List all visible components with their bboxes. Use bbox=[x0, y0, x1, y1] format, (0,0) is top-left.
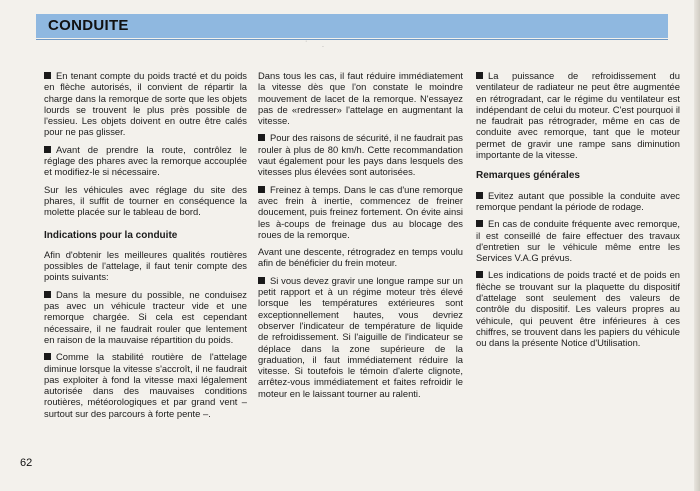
paragraph-text: Dans la mesure du possible, ne conduisez pas avec un véhicule tracteur vide et une remorque chargée. Si cela est cependant nécessaire, il ne faudrait rouler que lentement en raison de la mauvaise répartition du poids. bbox=[44, 288, 247, 345]
paragraph-text: Evitez autant que possible la conduite avec remorque pendant la période de rodage. bbox=[476, 189, 680, 212]
bullet-icon bbox=[44, 291, 51, 298]
paragraph bbox=[476, 190, 680, 213]
paragraph bbox=[44, 351, 247, 419]
paragraph bbox=[258, 70, 463, 126]
paragraph-text: Avant une descente, rétrogradez en temps voulu afin de bénéficier du frein moteur. bbox=[258, 246, 463, 269]
paragraph-text: Si vous devez gravir une longue rampe sur un petit rapport et à un régime moteur très élevé lorsque les températures extérieures sont exceptionnellement hautes, vous devriez observer l'indicateur de température de liquide de refroidissement. Si l'aiguille de l'indicateur se déplace dans la zone supérieure de la graduation, il faut immédiatement réduire la vitesse. Si toutefois le témoin d'alerte clignote, arrêtez-vous immédiatement et faites refroidir le moteur en le laissant tourner au ralenti. bbox=[258, 274, 463, 399]
bullet-icon bbox=[258, 277, 265, 284]
paragraph-text: Les indications de poids tracté et de poids en flèche se trouvant sur la plaquette du dispositif d'attelage sont seulement des valeurs de contrôle du dispositif. Les valeurs propres au véhicule, qui peuvent être inférieures à ces chiffres, se trouvent dans les papiers du véhicule ou dans la présente Notice d'Utilisation. bbox=[476, 269, 680, 349]
paragraph bbox=[44, 70, 247, 138]
paragraph-text: La puissance de refroidissement du ventilateur de radiateur ne peut être augmentée en rétrogradant, car le régime du ventilateur est indépendant de celui du moteur. C'est pourquoi il ne faudrait pas rétrograder, même en cas de conduite avec remorque, tant que le moteur permet de gravir une rampe sans diminution importante de la vitesse. bbox=[476, 70, 680, 161]
bullet-icon bbox=[476, 72, 483, 79]
paragraph-text: Sur les véhicules avec réglage du site des phares, il suffit de tourner en conséquence la molette placée sur le tableau de bord. bbox=[44, 183, 247, 218]
scan-speck: · bbox=[305, 38, 308, 45]
header-divider bbox=[36, 39, 668, 40]
paragraph-text: Comme la stabilité routière de l'attelage diminue lorsque la vitesse s'accroît, il ne faudrait pas exploiter à fond la vitesse maxi légalement autorisée dans des mauvaises conditions routières, météorologiques et par grand vent – surtout sur des parcours à forte pente –. bbox=[44, 351, 247, 419]
bullet-icon bbox=[476, 192, 483, 199]
paragraph bbox=[44, 144, 247, 178]
column-3 bbox=[476, 70, 680, 355]
paragraph-text: Avant de prendre la route, contrôlez le réglage des phares avec la remorque accouplée et modifiez-le si nécessaire. bbox=[44, 143, 247, 178]
paragraph bbox=[44, 249, 247, 283]
section-heading: Indications pour la conduite bbox=[44, 229, 178, 241]
paragraph-text: En tenant compte du poids tracté et du poids en flèche autorisés, il convient de répartir la charge dans la remorque de sorte que les objets lourds se trouvent le plus près possible de l'essieu. Les objets doivent en outre être calés pour ne pas glisser. bbox=[44, 70, 247, 138]
paragraph-text: Freinez à temps. Dans le cas d'une remorque avec frein à inertie, commencez de freiner doucement, puis freinez fortement. On évite ainsi les à-coups de freinage dus au blocage des roues de la remorque. bbox=[258, 183, 463, 240]
bullet-icon bbox=[44, 146, 51, 153]
scan-speck: . bbox=[322, 42, 324, 49]
paragraph-text: Dans tous les cas, il faut réduire immédiatement la vitesse dès que l'on constate le moindre mouvement de lacet de la remorque. N'essayez pas de «redresser» l'attelage en augmentant la vitesse. bbox=[258, 70, 463, 127]
bullet-icon bbox=[258, 186, 265, 193]
bullet-icon bbox=[44, 72, 51, 79]
paragraph bbox=[476, 269, 680, 348]
paragraph bbox=[44, 184, 247, 218]
paragraph bbox=[476, 218, 680, 263]
bullet-icon bbox=[476, 220, 483, 227]
paragraph bbox=[476, 70, 680, 160]
paragraph bbox=[258, 184, 463, 240]
page-number: 62 bbox=[20, 457, 33, 469]
paragraph-text: Pour des raisons de sécurité, il ne faudrait pas rouler à plus de 80 km/h. Cette recommandation vaut également pour les pays dans lesquels des vitesses plus élevées sont autorisées. bbox=[258, 132, 463, 178]
bullet-icon bbox=[258, 134, 265, 141]
paragraph-text: Afin d'obtenir les meilleures qualités routières possibles de l'attelage, il faut tenir compte des points suivants: bbox=[44, 248, 247, 283]
section-heading: Remarques générales bbox=[476, 170, 580, 182]
paragraph bbox=[258, 132, 463, 177]
bullet-icon bbox=[44, 353, 51, 360]
paragraph bbox=[258, 246, 463, 269]
paragraph-text: En cas de conduite fréquente avec remorque, il est conseillé de faire effectuer des travaux d'entretien sur le véhicule même entre les Services V.A.G prévus. bbox=[476, 218, 680, 264]
bullet-icon bbox=[476, 271, 483, 278]
page-edge-shadow bbox=[694, 0, 700, 491]
paragraph bbox=[258, 275, 463, 399]
column-1 bbox=[44, 70, 247, 425]
section-title: CONDUITE bbox=[42, 16, 135, 36]
column-2 bbox=[258, 70, 463, 405]
paragraph bbox=[44, 289, 247, 345]
